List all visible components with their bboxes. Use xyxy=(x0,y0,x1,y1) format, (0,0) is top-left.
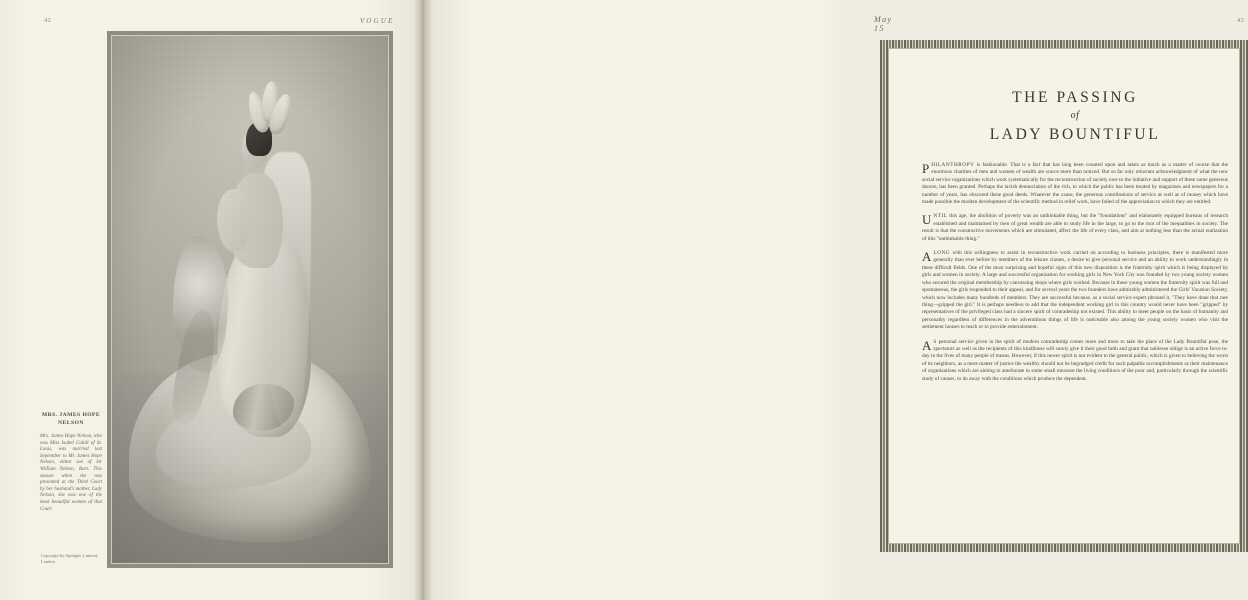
photo-vignette-overlay xyxy=(112,36,388,563)
photo-caption-title: MRS. JAMES HOPE NELSON xyxy=(41,412,101,426)
paragraph-text: this age, the abolition of poverty was an unthinkable thing, but the "foundations" and elaborately equipped bureaus of research established and maintained by men of great wealth are able to study life in the large, to go to the root of the inequalities in society. The result is that the constructive movements which are stimulated, affect the life of every class, and aim at nothing less than the actual realization of this "unthinkable thing." xyxy=(922,213,1228,242)
article-title-line-1: THE PASSING xyxy=(1012,89,1138,106)
article-title xyxy=(922,88,1228,146)
paragraph-lead-words: HILANTHROPY xyxy=(931,162,975,168)
photograph-plate xyxy=(107,31,393,568)
paragraph-text: personal service given in the spirit of modern comradeship comes more and more to take the place of the Lady Bountiful pose, the spectators as well as the recipients of this kindliness will surely give it their good faith and grant that noblesse oblige is an active force to-day in the lives of many people of means. However, if this newer spirit is not evident to the general public, which is given to believing the worst of its neighbors, as a mere matter of justice the wealthy should not be begrudged credit for such palpable accomplishments as their maintenance of organizations which are aiming to ameliorate in some small measure the living conditions of the poor and, particularly through the scientific study of causes, to do away with the conditions which produce the dependent. xyxy=(922,338,1228,382)
article-body xyxy=(922,162,1228,383)
paragraph-text: with this willingness to assist in reconstructive work carried on according to business principles, there is manifested more generally than ever before by members of the leisure classes, a desire to give personal service and an ability to work understandingly in these difficult fields. One of the most surprising and hopeful signs of this new disposition is the fraternity spirit which is being displayed by girls and women in society. A large and successful organization for working girls in New York City was founded by two young society women who secured the original membership by canvassing shops where girls worked. Because in these young women the fraternity spirit was full and spontaneous, the girls responded to their appeal, and for several years the two founders have admirably administered the Girls' Vacation Society, which now includes many hundreds of members. They are successful because, as a social service expert phrased it, "They have done that rare thing—gripped the girl." It is perhaps needless to add that the independent working girl in this country would never have been "gripped" by representatives of the privileged class had a sincere spirit of comradeship not existed. This ability to meet people on the basis of humanity and personality regardless of differences in the adventitious things of life is noticeable also among the young society women who visit the settlement houses to teach or to provide entertainment. xyxy=(922,250,1228,331)
paragraph-lead-words: S xyxy=(933,338,937,345)
article-title-line-3: LADY BOUNTIFUL xyxy=(989,126,1161,143)
article xyxy=(922,88,1228,390)
right-page xyxy=(422,0,1245,600)
paragraph-dropcap: U xyxy=(922,212,932,228)
paragraph-dropcap: P xyxy=(922,161,930,176)
paragraph-dropcap: A xyxy=(922,249,932,265)
paragraph-dropcap: A xyxy=(922,337,932,353)
publication-name: VOGUE xyxy=(360,17,395,25)
article-paragraph xyxy=(922,213,1228,243)
photograph-image xyxy=(111,35,389,564)
paragraph-lead-words: NTIL xyxy=(933,213,948,220)
article-paragraph xyxy=(922,250,1228,331)
issue-date: May 15 xyxy=(874,15,893,33)
article-title-line-2: of xyxy=(1070,110,1080,121)
article-paragraph xyxy=(922,162,1228,206)
left-page-number: 42 xyxy=(44,17,52,24)
left-page xyxy=(0,0,424,600)
paragraph-text: is fashionable. That is a fact that has long been counted upon and taken as much as a matter of course that the enormous charities of men and women of wealth are scarce more than noticed. But so far only reluctant acknowledgment of what the new social service organizations which work systematically for the reconstruction of society owe to the initiative and support of these same generous donors, has been granted. Perhaps the lavish denunciation of the rich, to which the public has been treated by magazines and newspapers for a number of years, has obscured these good deeds. Whatever the cause, the generous contributions of service as well as of money which have made possible the modern development of the scientific method in relief work, have failed of the appreciation to which they are entitled. xyxy=(922,162,1228,206)
photo-credit: Copyright by Speaight, Limited, London xyxy=(41,553,98,564)
photo-caption-body: Mrs. James Hope Nelson, who was Miss Isabel Cahill of St. Louis, was married last September to Mr. James Hope Nelson, eldest son of Sir William Nelson, Bart. This season when she was presented at the Third Court by her husband's mother, Lady Nelson, she was one of the most beautiful women of that Court xyxy=(40,434,102,512)
paragraph-lead-words: LONG xyxy=(933,250,951,257)
right-page-number: 43 xyxy=(1237,17,1245,24)
article-paragraph xyxy=(922,339,1228,383)
